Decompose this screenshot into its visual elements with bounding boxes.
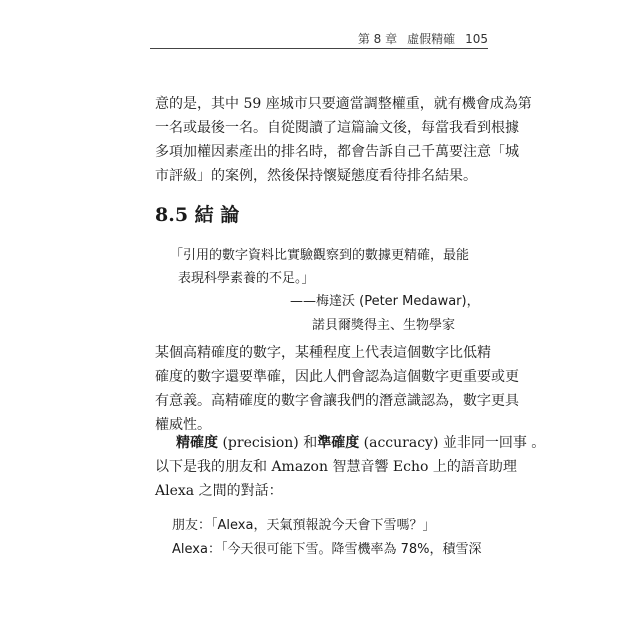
- attribution-author: ——梅達沃 (Peter Medawar)，: [290, 294, 480, 309]
- dialog-speaker: 朋友: [172, 518, 199, 533]
- header-rule: [150, 48, 488, 49]
- attribution-role: 諾貝爾獎得主、生物學家: [312, 318, 456, 333]
- section-heading: 8.5 結 論: [155, 204, 240, 226]
- text-line: 意的是，其中 59 座城市只要適當調整權重，就有機會成為第: [155, 96, 532, 112]
- text-line: 權威性。: [155, 417, 211, 433]
- term-precision: 精確度: [176, 435, 218, 451]
- running-header: [150, 30, 488, 47]
- chapter-title: 虛假精確: [407, 32, 456, 46]
- text-line: 多項加權因素產出的排名時，都會告訴自己千萬要注意「城: [155, 144, 519, 160]
- paragraph-city-ranking: [155, 92, 532, 188]
- chapter-label: 第 8 章: [357, 32, 398, 46]
- text-line: 某個高精確度的數字，某種程度上代表這個數字比低精: [155, 345, 491, 361]
- term-accuracy-rest: (accuracy) 並非同一回事 。: [359, 435, 546, 451]
- text-line: 一名或最後一名。自從閱讀了這篇論文後，每當我看到根據: [155, 120, 519, 136]
- quote-line: 表現科學素養的不足。」: [178, 271, 315, 286]
- epigraph-quote: [170, 244, 470, 290]
- term-accuracy: 準確度: [317, 435, 360, 451]
- dialog-speaker: Alexa: [172, 542, 208, 557]
- dialog-block: [172, 514, 492, 562]
- dialog-line: [172, 538, 492, 562]
- term-precision-en: (precision) 和: [218, 435, 318, 451]
- quote-line: 「引用的數字資料比實驗觀察到的數據更精確，最能: [170, 248, 470, 263]
- dialog-line: [172, 514, 492, 538]
- dialog-utterance: ：「今天很可能下雪。降雪機率為 78%，積雪深: [207, 542, 482, 557]
- text-line: 以下是我的朋友和 Amazon 智慧音響 Echo 上的語音助理: [155, 459, 517, 475]
- text-line: 有意義。高精確度的數字會讓我們的潛意識認為，數字更具: [155, 393, 519, 409]
- paragraph-precision: [155, 341, 519, 437]
- text-line: 確度的數字還要準確，因此人們會認為這個數字更重要或更: [155, 369, 519, 385]
- epigraph-attribution: [290, 290, 490, 338]
- page-number: 105: [465, 32, 488, 46]
- text-line: Alexa 之間的對話：: [155, 483, 283, 499]
- text-line: [155, 431, 546, 455]
- text-line: 市評級」的案例，然後保持懷疑態度看待排名結果。: [155, 168, 477, 184]
- paragraph-precision-accuracy: [155, 431, 546, 503]
- dialog-utterance: ：「Alexa，天氣預報說今天會下雪嗎？」: [198, 518, 436, 533]
